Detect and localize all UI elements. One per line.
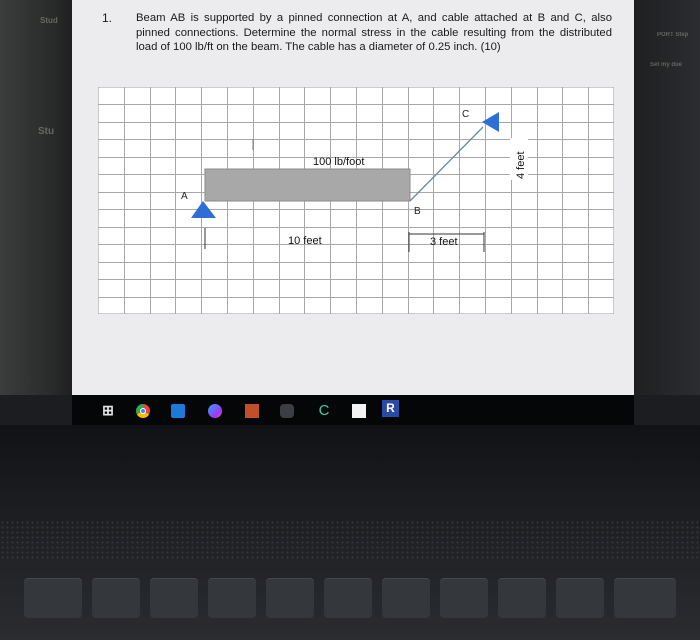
chrome-icon[interactable] [136, 404, 150, 418]
document-page [72, 0, 634, 395]
r-app-icon[interactable]: R [382, 400, 399, 417]
label-a: A [181, 191, 188, 202]
background-window-text: Stu [38, 126, 55, 137]
keyboard-key [440, 578, 488, 618]
paint-icon[interactable] [280, 404, 294, 418]
file-explorer-icon[interactable] [171, 404, 185, 418]
refresh-icon[interactable]: C [318, 402, 330, 419]
messenger-icon[interactable] [208, 404, 222, 418]
document-icon[interactable] [352, 404, 366, 418]
background-window-text: Set my due [650, 62, 683, 68]
powerpoint-icon[interactable] [245, 404, 259, 418]
keyboard-key [498, 578, 546, 618]
question-number: 1. [102, 11, 113, 25]
right-screen-bezel [634, 0, 700, 395]
beam [205, 169, 410, 201]
question-text: Beam AB is supported by a pinned connection at A, and cable attached at B and C, also pinned connections. Determine the normal stress in the cable resulting from the distributed load of 100 lb/ft on the beam. The cable has a diameter of 0.25 inch. (10) [136, 12, 612, 53]
load-label: 100 lb/foot [313, 156, 365, 168]
keyboard-key [614, 578, 676, 618]
left-screen-bezel [0, 0, 72, 395]
label-c: C [462, 109, 470, 120]
task-view-icon[interactable]: ⊞ [102, 402, 114, 418]
beam-diagram [98, 87, 614, 314]
keyboard-key [208, 578, 256, 618]
cable-vertical-dimension: 4 feet [515, 151, 527, 179]
beam-dimension-label: 10 feet [288, 235, 322, 247]
keyboard-key [324, 578, 372, 618]
keyboard-key [266, 578, 314, 618]
keyboard-key [382, 578, 430, 618]
label-b: B [414, 206, 421, 217]
speaker-grille [0, 520, 700, 560]
keyboard-key [24, 578, 82, 618]
background-window-text: PORT Step [657, 32, 689, 38]
background-window-text: Stud [40, 16, 58, 25]
keyboard-key [150, 578, 198, 618]
keyboard-key [92, 578, 140, 618]
keyboard-key [556, 578, 604, 618]
cable-horizontal-dimension: 3 feet [430, 236, 458, 248]
